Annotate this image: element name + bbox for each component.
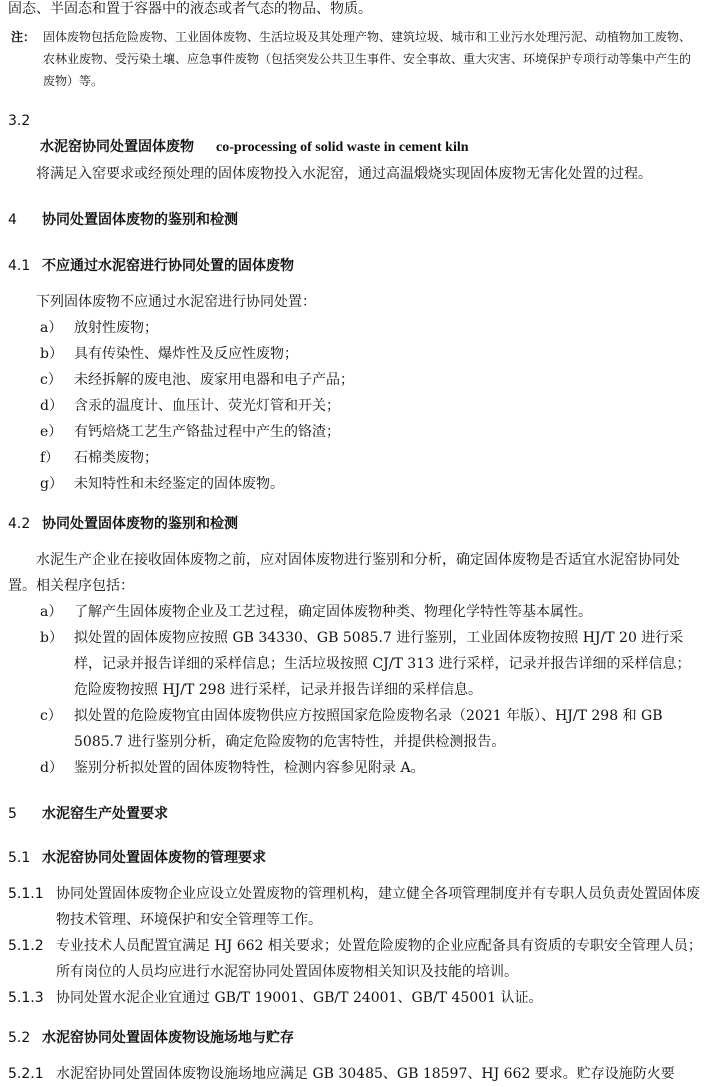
list-text: 鉴别分析拟处置的固体废物特性，检测内容参见附录 A。	[74, 760, 425, 776]
list-marker: b）	[40, 630, 63, 646]
list-item	[8, 625, 702, 703]
clause-text: 协同处置固体废物企业应设立处置废物的管理机构，建立健全各项管理制度并有专职人员负责处置固体废物技术管理、环境保护和安全管理等工作。	[56, 886, 700, 928]
section-4-1-number: 4.1	[8, 258, 31, 274]
section-5-number: 5	[8, 806, 17, 822]
list-marker: d）	[40, 760, 63, 776]
section-4-1-lead: 下列固体废物不应通过水泥窑进行协同处置：	[36, 294, 316, 310]
list-marker: c）	[40, 708, 62, 724]
list-text: 未知特性和未经鉴定的固体废物。	[74, 476, 284, 492]
list-text: 有钙焙烧工艺生产铬盐过程中产生的铬渣；	[74, 424, 340, 440]
section-4-2-title: 协同处置固体废物的鉴别和检测	[42, 516, 238, 532]
list-item	[8, 315, 702, 341]
list-text: 拟处置的危险废物宜由固体废物供应方按照国家危险废物名录（2021 年版）、HJ/T 298 和 GB 5085.7 进行鉴别分析，确定危险废物的危害特性，并提供检测报告。	[74, 708, 663, 750]
clause-number-3-2: 3.2	[8, 113, 31, 129]
section-5-title: 水泥窑生产处置要求	[42, 806, 168, 822]
list-text: 拟处置的固体废物应按照 GB 34330、GB 5085.7 进行鉴别，工业固体废物按照 HJ/T 20 进行采样，记录并报告详细的采样信息；生活垃圾按照 CJ/T 313 进行采样，记录并报告详细的采样信息；危险废物按照 HJ/T 298 进行采样，记录并报告详细的采样信息。	[74, 630, 691, 698]
section-5-1-title: 水泥窑协同处置固体废物的管理要求	[42, 850, 266, 866]
document-page	[8, 0, 702, 1087]
list-text: 含汞的温度计、血压计、荧光灯管和开关；	[74, 398, 340, 414]
section-5-1-heading	[8, 845, 702, 871]
section-5-2-title: 水泥窑协同处置固体废物设施场地与贮存	[42, 1030, 294, 1046]
section-4-2-heading	[8, 511, 702, 537]
list-item	[8, 341, 702, 367]
section-4-1-title: 不应通过水泥窑进行协同处置的固体废物	[42, 258, 294, 274]
intro-line: 固态、半固态和置于容器中的液态或者气态的物品、物质。	[8, 1, 372, 17]
list-item	[8, 419, 702, 445]
list-marker: f）	[40, 450, 60, 466]
clause-5-1-1	[8, 881, 702, 933]
section-4-2-lead: 水泥生产企业在接收固体废物之前，应对固体废物进行鉴别和分析，确定固体废物是否适宜水泥窑协同处置。相关程序包括：	[8, 552, 680, 594]
term-en: co-processing of solid waste in cement kiln	[216, 140, 469, 155]
clause-text: 水泥窑协同处置固体废物设施场地应满足 GB 30485、GB 18597、HJ 662 要求。贮存设施防火要	[56, 1066, 675, 1082]
term-line	[8, 134, 702, 161]
clause-5-1-2	[8, 933, 702, 985]
list-item	[8, 367, 702, 393]
list-item	[8, 445, 702, 471]
list-marker: a）	[40, 320, 63, 336]
section-4-2-number: 4.2	[8, 516, 31, 532]
clause-text: 协同处置水泥企业宜通过 GB/T 19001、GB/T 24001、GB/T 45001 认证。	[56, 990, 543, 1006]
section-4-heading	[8, 207, 702, 233]
clause-text: 专业技术人员配置宜满足 HJ 662 相关要求；处置危险废物的企业应配备具有资质的专职安全管理人员；所有岗位的人员均应进行水泥窑协同处置固体废物相关知识及技能的培训。	[56, 938, 702, 980]
clause-5-1-3	[8, 985, 702, 1011]
section-4-2-list	[8, 599, 702, 781]
list-marker: d）	[40, 398, 63, 414]
note-label: 注：	[11, 30, 36, 44]
section-4-1-list	[8, 315, 702, 497]
list-marker: b）	[40, 346, 63, 362]
list-text: 放射性废物；	[74, 320, 158, 336]
list-marker: g）	[40, 476, 63, 492]
list-item	[8, 393, 702, 419]
clause-number: 5.1.2	[8, 938, 44, 954]
list-item	[8, 471, 702, 497]
clause-5-2-1	[8, 1061, 702, 1087]
section-4-1-heading	[8, 253, 702, 279]
list-marker: a）	[40, 604, 63, 620]
clause-number: 5.1.1	[8, 886, 44, 902]
section-5-2-heading	[8, 1025, 702, 1051]
clause-number: 5.1.3	[8, 990, 44, 1006]
list-item	[8, 599, 702, 625]
list-marker: e）	[40, 424, 63, 440]
clause-number: 5.2.1	[8, 1066, 44, 1082]
section-5-heading	[8, 801, 702, 827]
list-marker: c）	[40, 372, 62, 388]
note-block	[8, 26, 702, 92]
section-5-2-number: 5.2	[8, 1030, 31, 1046]
note-text: 固体废物包括危险废物、工业固体废物、生活垃圾及其处理产物、建筑垃圾、城市和工业污水处理污泥、动植物加工废物、农林业废物、受污染土壤、应急事件废物（包括突发公共卫生事件、安全事故、重大灾害、环境保护专项行动等集中产生的废物）等。	[43, 30, 692, 88]
list-text: 石棉类废物；	[74, 450, 158, 466]
term-zh: 水泥窑协同处置固体废物	[40, 139, 194, 155]
list-item	[8, 755, 702, 781]
list-text: 具有传染性、爆炸性及反应性废物；	[74, 346, 298, 362]
section-4-number: 4	[8, 212, 17, 228]
list-item	[8, 703, 702, 755]
section-4-title: 协同处置固体废物的鉴别和检测	[42, 212, 238, 228]
list-text: 未经拆解的废电池、废家用电器和电子产品；	[74, 372, 354, 388]
section-5-1-number: 5.1	[8, 850, 31, 866]
list-text: 了解产生固体废物企业及工艺过程，确定固体废物种类、物理化学特性等基本属性。	[74, 604, 592, 620]
term-definition: 将满足入窑要求或经预处理的固体废物投入水泥窑，通过高温煅烧实现固体废物无害化处置的过程。	[36, 166, 652, 182]
